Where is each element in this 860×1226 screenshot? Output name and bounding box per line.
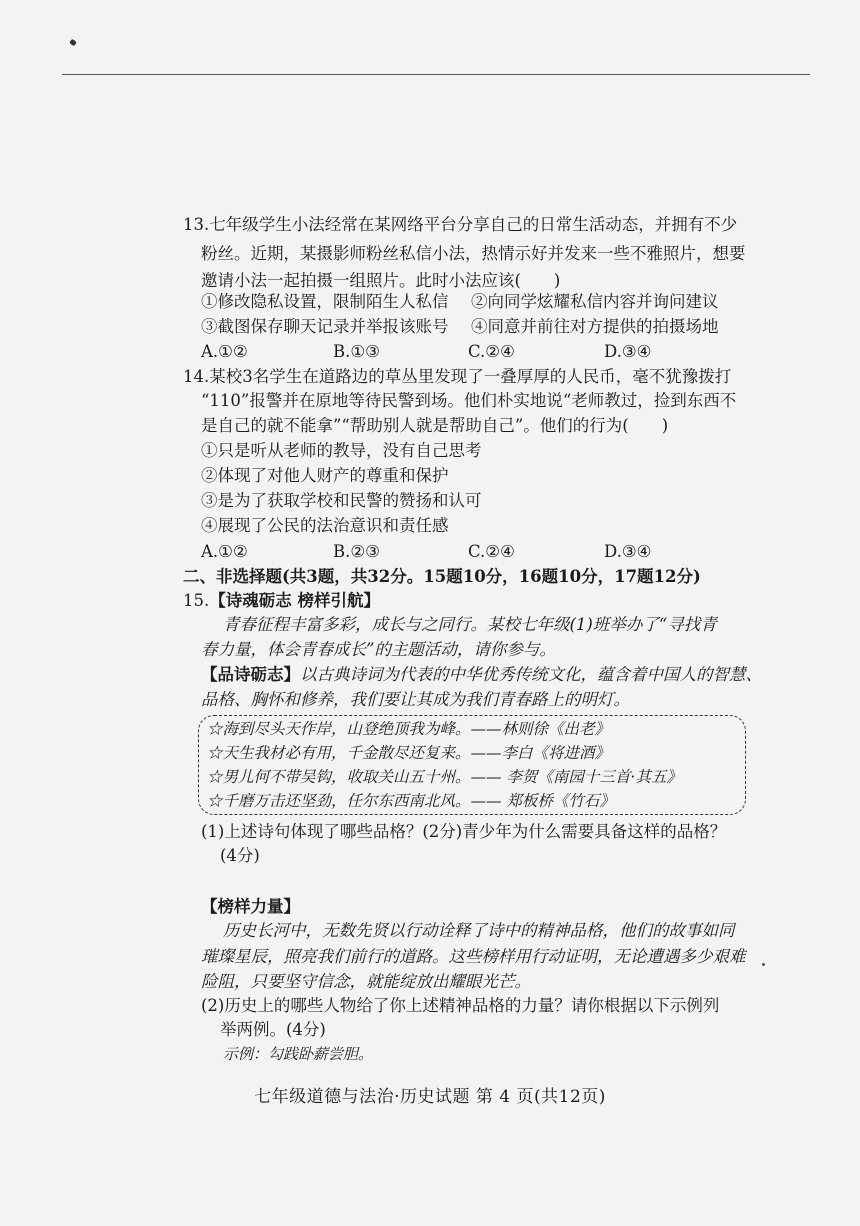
scan-dot [762,963,765,966]
sub-question-2: 举两例。(4分) [220,1020,326,1039]
q14-choice-b: B.②③ [333,542,380,561]
q13-item: ④同意并前往对方提供的拍摄场地 [471,317,719,336]
part2-text: 历史长河中，无数先贤以行动诠释了诗中的精神品格，他们的故事如同 [223,921,735,940]
q14-stem-line: “110”报警并在原地等待民警到场。他们朴实地说“老师教过，捡到东西不 [201,391,737,410]
q13-stem-line: 粉丝。近期，某摄影师粉丝私信小法，热情示好并发来一些不雅照片，想要 [201,244,746,263]
q14-choice-a: A.①② [201,542,248,561]
q15-heading [183,590,380,612]
part2-tag: 【榜样力量】 [201,897,300,916]
q15-part1 [201,664,762,686]
section-heading: 二、非选择题(共3题，共32分。15题10分，16题10分，17题12分) [183,567,701,586]
q13-choice-a: A.①② [201,342,248,361]
q13-stem-line: 邀请小法一起拍摄一组照片。此时小法应该( ) [201,271,561,290]
sub-question-1: (1)上述诗句体现了哪些品格？(2分)青少年为什么需要具备这样的品格？ [201,822,727,841]
q13-item: ①修改隐私设置，限制陌生人私信 [201,292,449,311]
poem-line: ☆男儿何不带吴钩，收取关山五十州。—— 李贺《南园十三首·其五》 [207,768,682,786]
header-rule [62,74,810,75]
scan-speck [69,39,77,47]
q14-stem-line: 14.某校3名学生在道路边的草丛里发现了一叠厚厚的人民币，毫不犹豫拨打 [183,367,732,386]
q14-item: ③是为了获取学校和民警的赞扬和认可 [201,491,482,510]
q13-choice-c: C.②④ [468,342,515,361]
q14-choice-c: C.②④ [468,542,515,561]
q14-stem-line: 是自己的就不能拿”“帮助别人就是帮助自己”。他们的行为( ) [201,416,669,435]
q14-item: ④展现了公民的法治意识和责任感 [201,516,449,535]
q13-item: ③截图保存聊天记录并举报该账号 [201,317,449,336]
poem-line: ☆天生我材必有用，千金散尽还复来。——李白《将进酒》 [207,744,611,762]
q14-choice-d: D.③④ [604,542,652,561]
poem-line: ☆海到尽头天作岸，山登绝顶我为峰。——林则徐《出老》 [207,720,611,738]
poem-line: ☆千磨万击还坚劲，任尔东西南北风。—— 郑板桥《竹石》 [207,792,615,810]
q15-theme-tag: 【诗魂砺志 榜样引航】 [209,591,380,610]
part1-tag: 【品诗砺志】 [201,665,300,684]
q15-intro-line: 青春征程丰富多彩，成长与之同行。某校七年级(1)班举办了“寻找青 [223,615,717,634]
part1-text: 以古典诗词为代表的中华优秀传统文化，蕴含着中国人的智慧、 [300,665,762,684]
part2-text: 璀璨星辰，照亮我们前行的道路。这些榜样用行动证明，无论遭遇多少艰难 [201,947,746,966]
sub-question-1: (4分) [220,846,260,865]
part2-text: 险阻，只要坚守信念，就能绽放出耀眼光芒。 [201,972,531,991]
q15-number: 15. [183,591,210,610]
example-text: 示例：勾践卧薪尝胆。 [223,1045,374,1063]
q14-item: ②体现了对他人财产的尊重和保护 [201,466,449,485]
q15-intro-line: 春力量，体会青春成长”的主题活动，请你参与。 [201,640,556,659]
q13-choice-d: D.③④ [604,342,652,361]
part1-text: 品格、胸怀和修养，我们要让其成为我们青春路上的明灯。 [201,690,630,709]
q13-stem-line: 13.七年级学生小法经常在某网络平台分享自己的日常生活动态，并拥有不少 [183,215,738,234]
page-footer: 七年级道德与法治·历史试题 第 4 页(共12页) [254,1087,606,1107]
sub-question-2: (2)历史上的哪些人物给了你上述精神品格的力量？请你根据以下示例列 [201,996,720,1015]
q14-item: ①只是听从老师的教导，没有自己思考 [201,441,482,460]
q13-choice-b: B.①③ [333,342,380,361]
q13-item: ②向同学炫耀私信内容并询问建议 [471,292,719,311]
